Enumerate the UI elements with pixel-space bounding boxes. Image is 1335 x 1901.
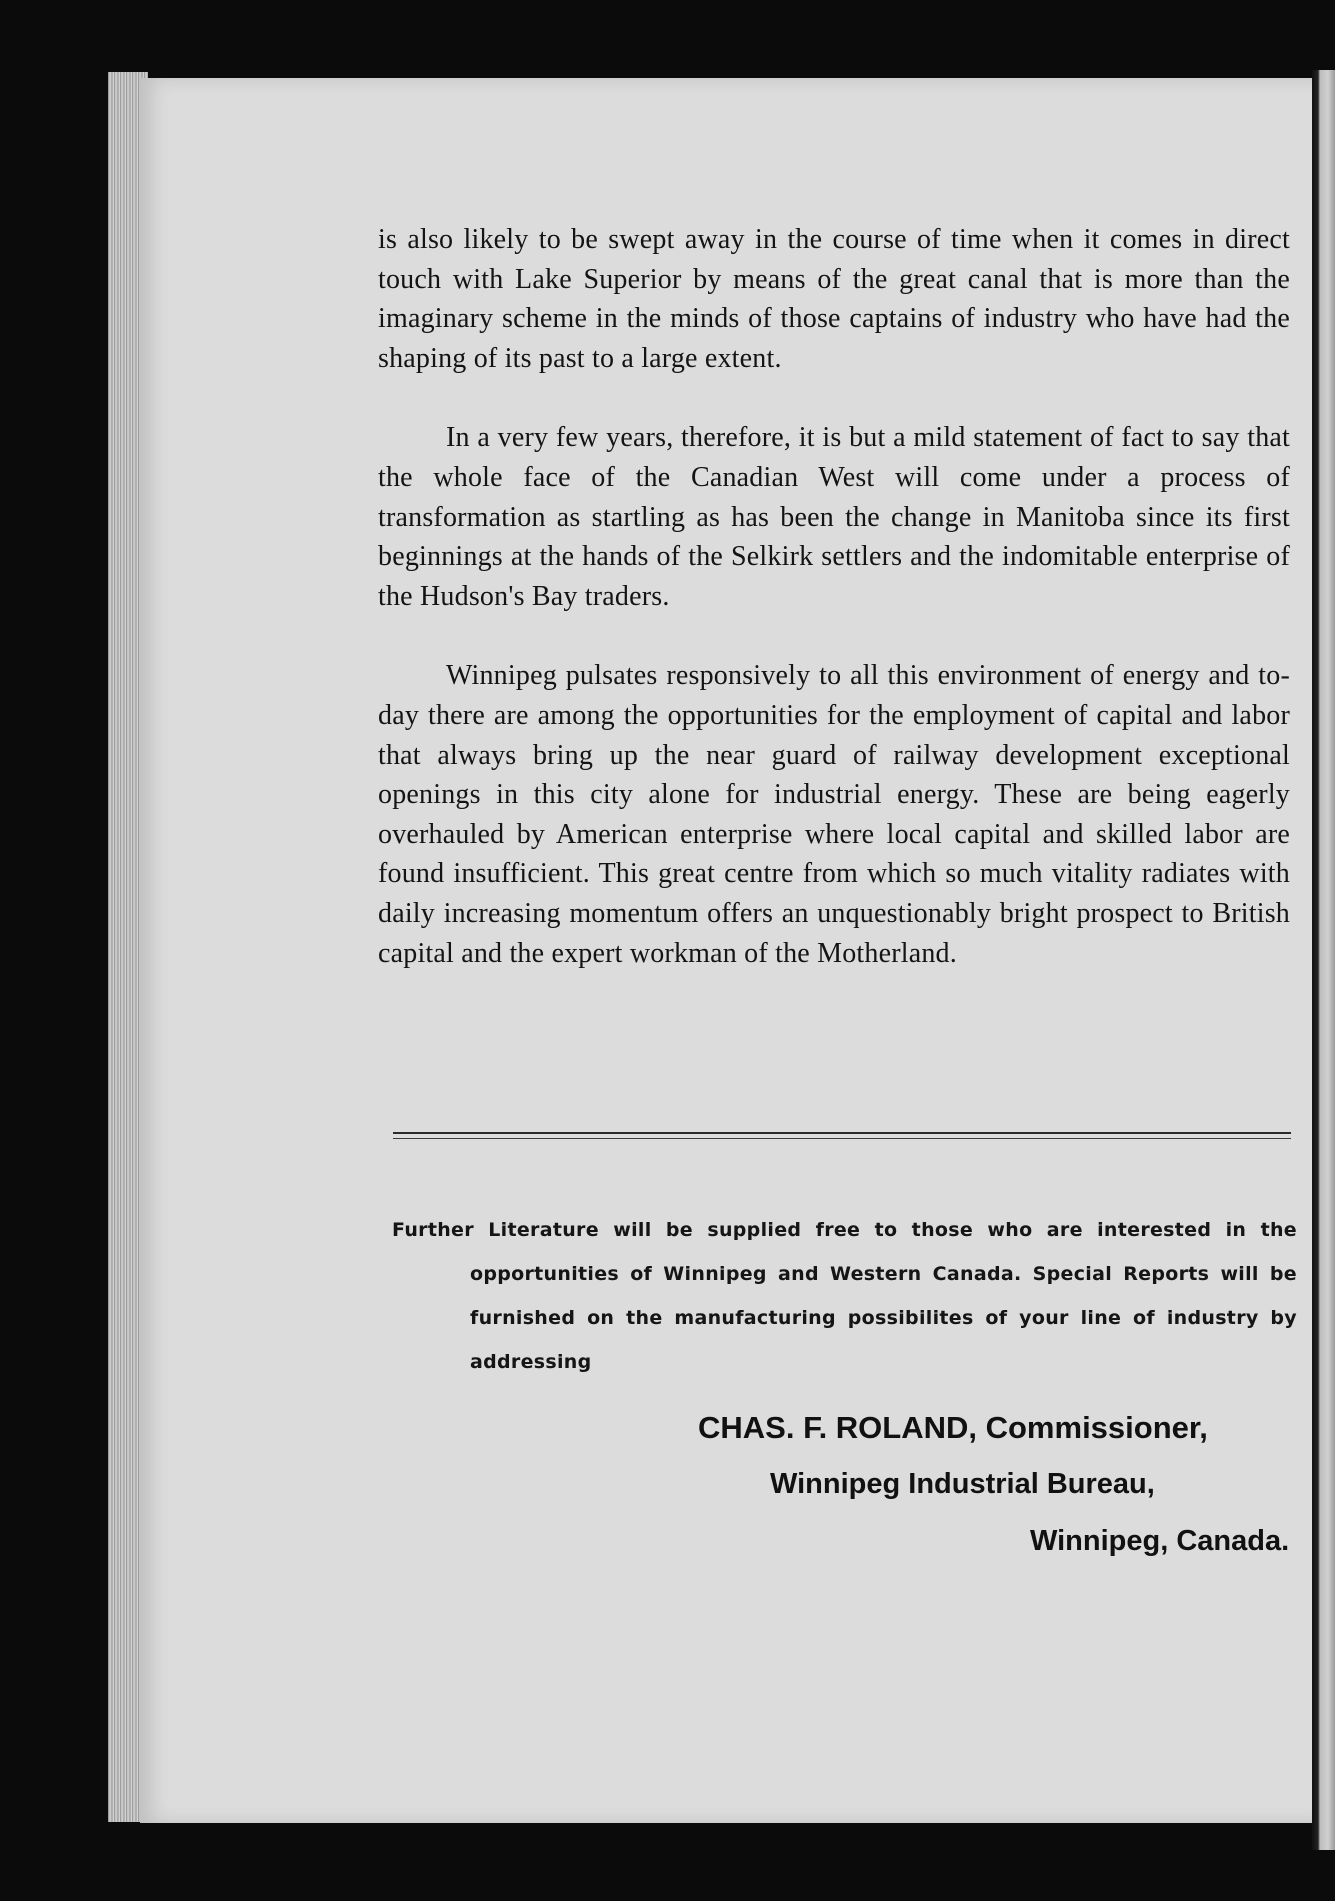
paragraph-1: is also likely to be swept away in the course of time when it comes in direct touch with Lake Superior by means of the great canal that is more than the imaginary scheme in the minds of those captains of industry who have had the shaping of its past to a large extent. — [378, 224, 1290, 374]
divider-line-bottom — [393, 1138, 1291, 1139]
double-rule-divider — [393, 1132, 1291, 1143]
literature-notice: Further Literature will be supplied free to those who are interested in the opportunities of Winnipeg and Western Canada. Special Reports will be furnished on the manufacturing possibilites of your line of industry by addressing — [392, 1219, 1297, 1373]
signature-name: CHAS. F. ROLAND, Commissioner, — [698, 1410, 1208, 1445]
body-text — [378, 220, 1290, 1013]
signature-city: Winnipeg, Canada. — [1030, 1525, 1290, 1557]
signature-bureau: Winnipeg Industrial Bureau, — [770, 1468, 1155, 1500]
divider-line-top — [393, 1132, 1291, 1134]
paragraph-3: Winnipeg pulsates responsively to all this environment of energy and to-day there are among the opportunities for the employment of capital and labor that always bring up the near guard of railway development exceptional openings in this city alone for industrial energy. These are being eagerly overhauled by American enterprise where local capital and skilled labor are found insufficient. This great centre from which so much vitality radiates with daily increasing momentum offers an unquestionably bright prospect to British capital and the expert workman of the Motherland. — [378, 660, 1290, 969]
paragraph-2: In a very few years, therefore, it is but a mild statement of fact to say that the whole face of the Canadian West will come under a process of transformation as startling as has been the change in Manitoba since its first beginnings at the hands of the Selkirk settlers and the indomitable enterprise of the Hudson's Bay traders. — [378, 422, 1290, 612]
right-page-edge — [1312, 70, 1335, 1850]
